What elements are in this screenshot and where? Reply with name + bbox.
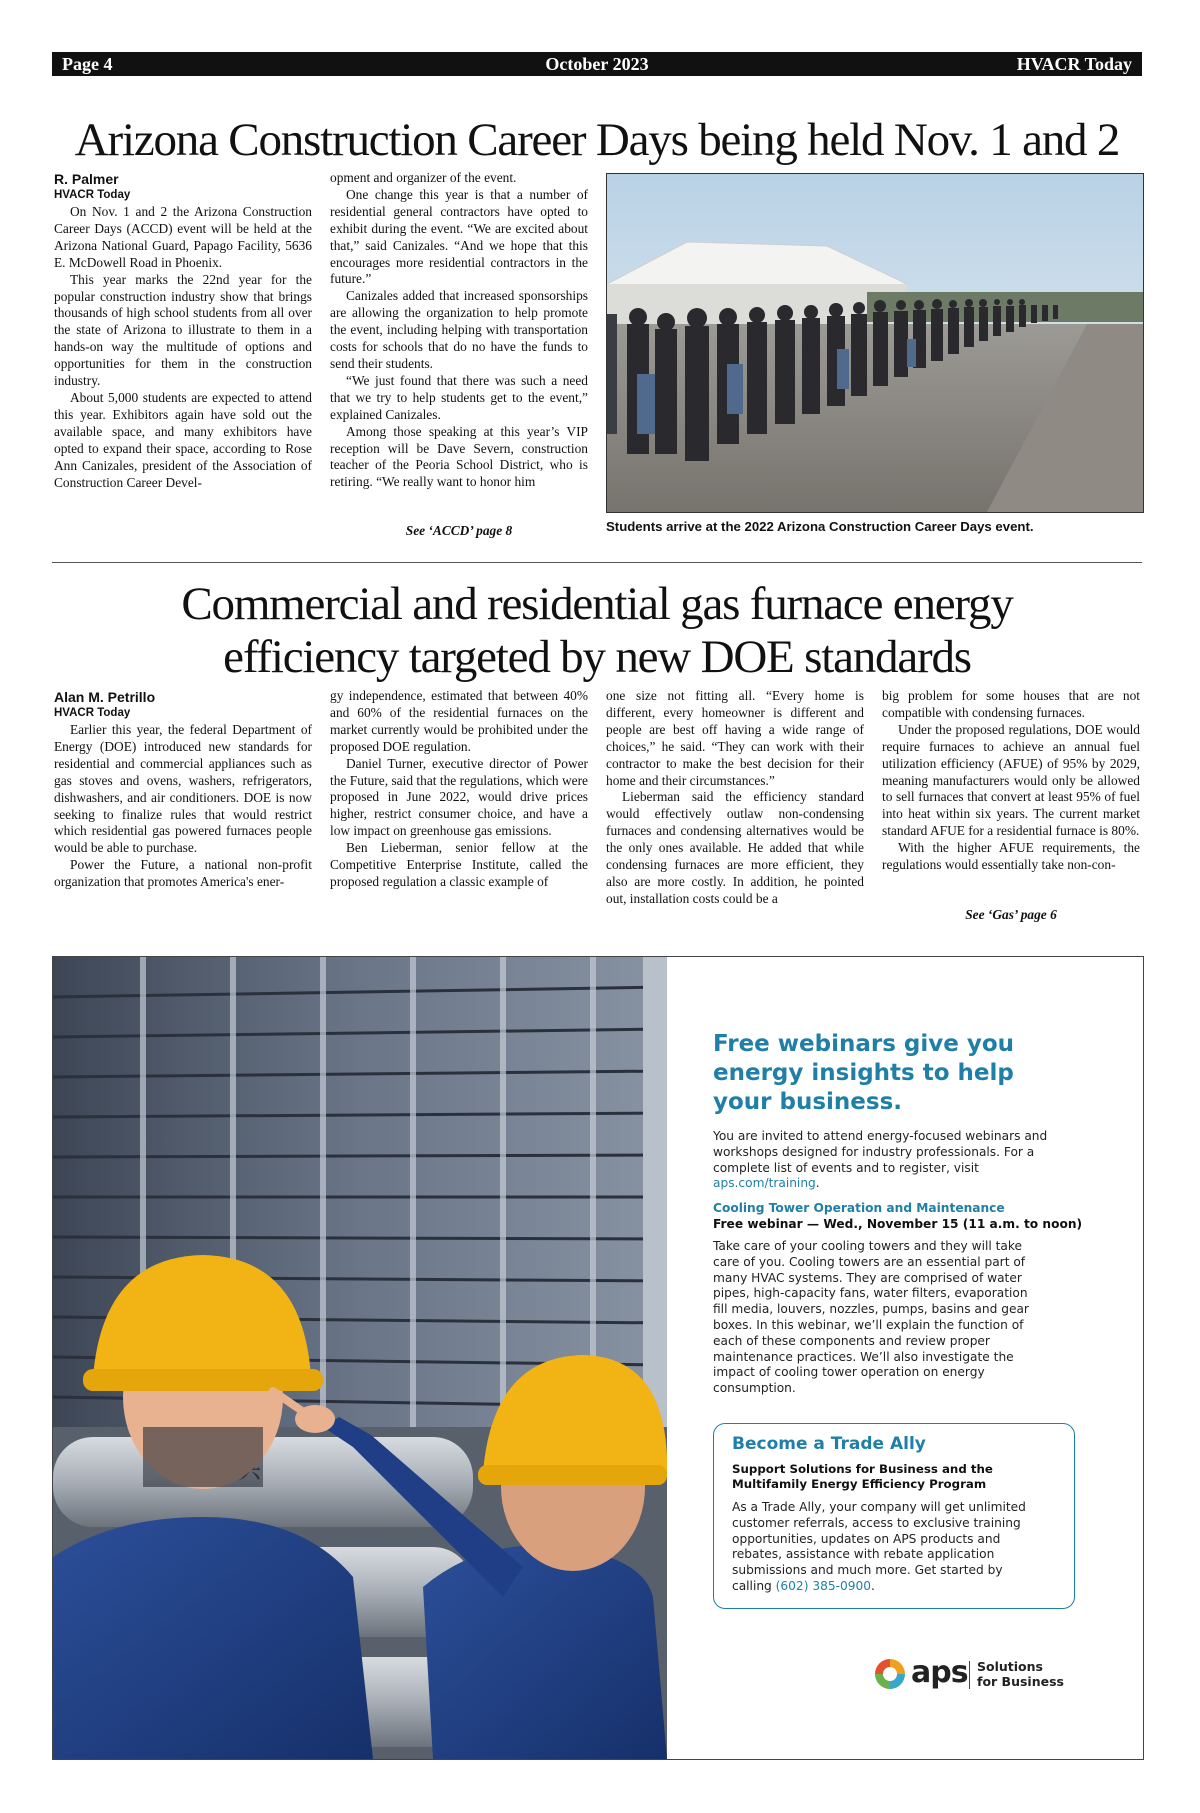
- paragraph: Earlier this year, the federal Department of Energy (DOE) introduced new standards for residential and commercial appliances such as gas stoves and ovens, washers, refrigerators, dishwashers, and air conditioners. DOE is now seeking to finalize rules that would restrict which residential gas powered furnaces people would be able to purchase.: [54, 722, 312, 856]
- ad-headline-line-2: energy insights to help: [713, 1060, 1014, 1086]
- trade-ally-phone[interactable]: (602) 385-0900: [775, 1578, 871, 1593]
- article1-headline: Arizona Construction Career Days being held Nov. 1 and 2: [74, 114, 1120, 166]
- paragraph: Canizales added that increased sponsorships are allowing the organization to help promote the event, including helping with transportation costs for schools that do no have the funds to send their students.: [330, 288, 588, 371]
- paragraph: This year marks the 22nd year for the popular construction industry show that brings thousands of high school students from all over the state of Arizona to illustrate to them in a hands-on way the multitude of options and opportunities for them in the construction industry.: [54, 271, 312, 389]
- ad-headline-line-3: your business.: [713, 1089, 903, 1115]
- paragraph: opment and organizer of the event.: [330, 170, 517, 185]
- trade-ally-body: [732, 1500, 1032, 1595]
- trade-ally-subtitle: Support Solutions for Business and the Multifamily Energy Efficiency Program: [732, 1462, 993, 1491]
- logo-divider: [969, 1661, 970, 1689]
- webinar-description: Take care of your cooling towers and they will take care of you. Cooling towers are an essential part of many HVAC systems. They are comprised of water pipes, high-capacity fans, water filters, evaporation fill media, louvers, nozzles, pumps, basins and gear boxes. In this webinar, we’ll explain the function of each of these components and review proper maintenance practices. We’ll also investigate the impact of cooling tower operation on energy consumption.: [713, 1239, 1029, 1396]
- trade-ally-end: .: [871, 1578, 875, 1593]
- trade-ally-box: [713, 1423, 1075, 1609]
- page-number: Page 4: [62, 54, 113, 74]
- article1-org: HVACR Today: [54, 189, 131, 201]
- paragraph: Lieberman said the efficiency standard would effectively outlaw non-condensing furnaces and condensing alternatives would be the only ones available. He added that while condensing furnaces are more efficient, they also are more costly. In addition, he pointed out, installation costs could be a: [606, 789, 864, 906]
- career-days-photo: [606, 173, 1144, 513]
- aps-logo-word: aps: [911, 1655, 968, 1690]
- paragraph: gy independence, estimated that between 40% and 60% of the residential furnaces on the market currently would be prohibited under the proposed DOE regulation.: [330, 688, 588, 754]
- aps-logo-tagline: [977, 1659, 1064, 1689]
- article2-column-2: [330, 688, 588, 891]
- article1-author: R. Palmer: [54, 171, 119, 187]
- students-line-illustration: [607, 174, 1143, 512]
- ad-intro-text: You are invited to attend energy-focused webinars and workshops designed for industry professionals. For a complete list of events and to register, visit: [713, 1129, 1048, 1175]
- photo-caption: Students arrive at the 2022 Arizona Construction Career Days event.: [606, 519, 1034, 534]
- aps-logo: [873, 1655, 1073, 1695]
- ad-intro: [713, 1129, 1073, 1192]
- paragraph: one size not fitting all. “Every home is different, every homeowner is different and people are best off having a wide range of choices,” he said. “They can work with their contractor to make the best decision for their home and their circumstances.”: [606, 688, 864, 788]
- webinar-date: Free webinar — Wed., November 15 (11 a.m. to noon): [713, 1217, 1083, 1231]
- article1-column-1: [54, 204, 312, 491]
- aps-logo-tagline-2: for Business: [977, 1674, 1064, 1689]
- aps-advertisement: [52, 956, 1144, 1760]
- training-link[interactable]: aps.com/training: [713, 1176, 816, 1191]
- trade-ally-title: Become a Trade Ally: [732, 1434, 926, 1454]
- aps-logo-tagline-1: Solutions: [977, 1659, 1043, 1674]
- issue-date: October 2023: [545, 54, 649, 74]
- article2-headline-line-2: efficiency targeted by new DOE standards: [223, 631, 971, 683]
- paragraph: Among those speaking at this year’s VIP reception will be Dave Severn, construction teacher of the Peoria School District, who is retiring. “We really want to honor him: [330, 423, 588, 490]
- article1-jump-line: See ‘ACCD’ page 8: [405, 523, 513, 538]
- engineers-cooling-tower-illustration: [53, 957, 667, 1759]
- ad-intro-end: .: [815, 1176, 820, 1191]
- article1-column-2: [330, 170, 588, 491]
- paragraph: On Nov. 1 and 2 the Arizona Construction Career Days (ACCD) event will be held at the Arizona National Guard, Papago Facility, 5636 E. McDowell Road in Phoenix.: [54, 204, 312, 270]
- paragraph: Ben Lieberman, senior fellow at the Competitive Enterprise Institute, called the proposed regulation a classic example of: [330, 840, 588, 889]
- paragraph: One change this year is that a number of residential general contractors have opted to exhibit during the event. “We are excited about that,” said Canizales. “And we hope that this encourages more residential contractors in the future.”: [330, 186, 588, 287]
- paragraph: Daniel Turner, executive director of Power the Future, said that the regulations, which were proposed in June 2022, would drive prices higher, restrict consumer choice, and have a low impact on greenhouse gas emissions.: [330, 755, 588, 839]
- paragraph: About 5,000 students are expected to attend this year. Exhibitors again have sold out the available space, and many exhibitors have opted to expand their space, according to Rose Ann Canizales, president of the Association of Construction Career Devel-: [54, 389, 312, 490]
- publication-name: HVACR Today: [1016, 54, 1132, 74]
- section-divider: [52, 562, 1142, 563]
- ad-headline: [713, 1030, 1014, 1117]
- paragraph: big problem for some houses that are not compatible with condensing furnaces.: [882, 688, 1140, 720]
- article2-author: Alan M. Petrillo: [54, 689, 156, 705]
- article2-org: HVACR Today: [54, 707, 131, 719]
- trade-ally-text: As a Trade Ally, your company will get unlimited customer referrals, access to exclusive training opportunities, updates on APS products and rebates, assistance with rebate application submissions and much more. Get started by calling: [732, 1500, 1026, 1593]
- paragraph: Under the proposed regulations, DOE would require furnaces to achieve an annual fuel utilization efficiency (AFUE) of 95% by 2029, meaning manufacturers would only be allowed to sell furnaces that convert at least 95% of fuel into heat within six years. The current market standard AFUE for a residential furnace is 80%.: [882, 721, 1140, 839]
- paragraph: “We just found that there was such a need that we try to help students get to the event,” explained Canizales.: [330, 372, 588, 422]
- article2-headline-line-1: Commercial and residential gas furnace energy: [181, 578, 1013, 630]
- paragraph: Power the Future, a national non-profit organization that promotes America's ener-: [54, 857, 312, 890]
- article2-column-1: [54, 722, 312, 891]
- paragraph: With the higher AFUE requirements, the regulations would essentially take non-con-: [882, 840, 1140, 873]
- article2-jump-line: See ‘Gas’ page 6: [965, 907, 1057, 922]
- article2-column-4: [882, 688, 1140, 874]
- page-header-bar: [52, 52, 1142, 76]
- ad-headline-line-1: Free webinars give you: [713, 1031, 1015, 1057]
- aps-logo-mark-icon: [873, 1657, 907, 1691]
- article2-column-3: [606, 688, 864, 908]
- webinar-title: Cooling Tower Operation and Maintenance: [713, 1201, 1005, 1215]
